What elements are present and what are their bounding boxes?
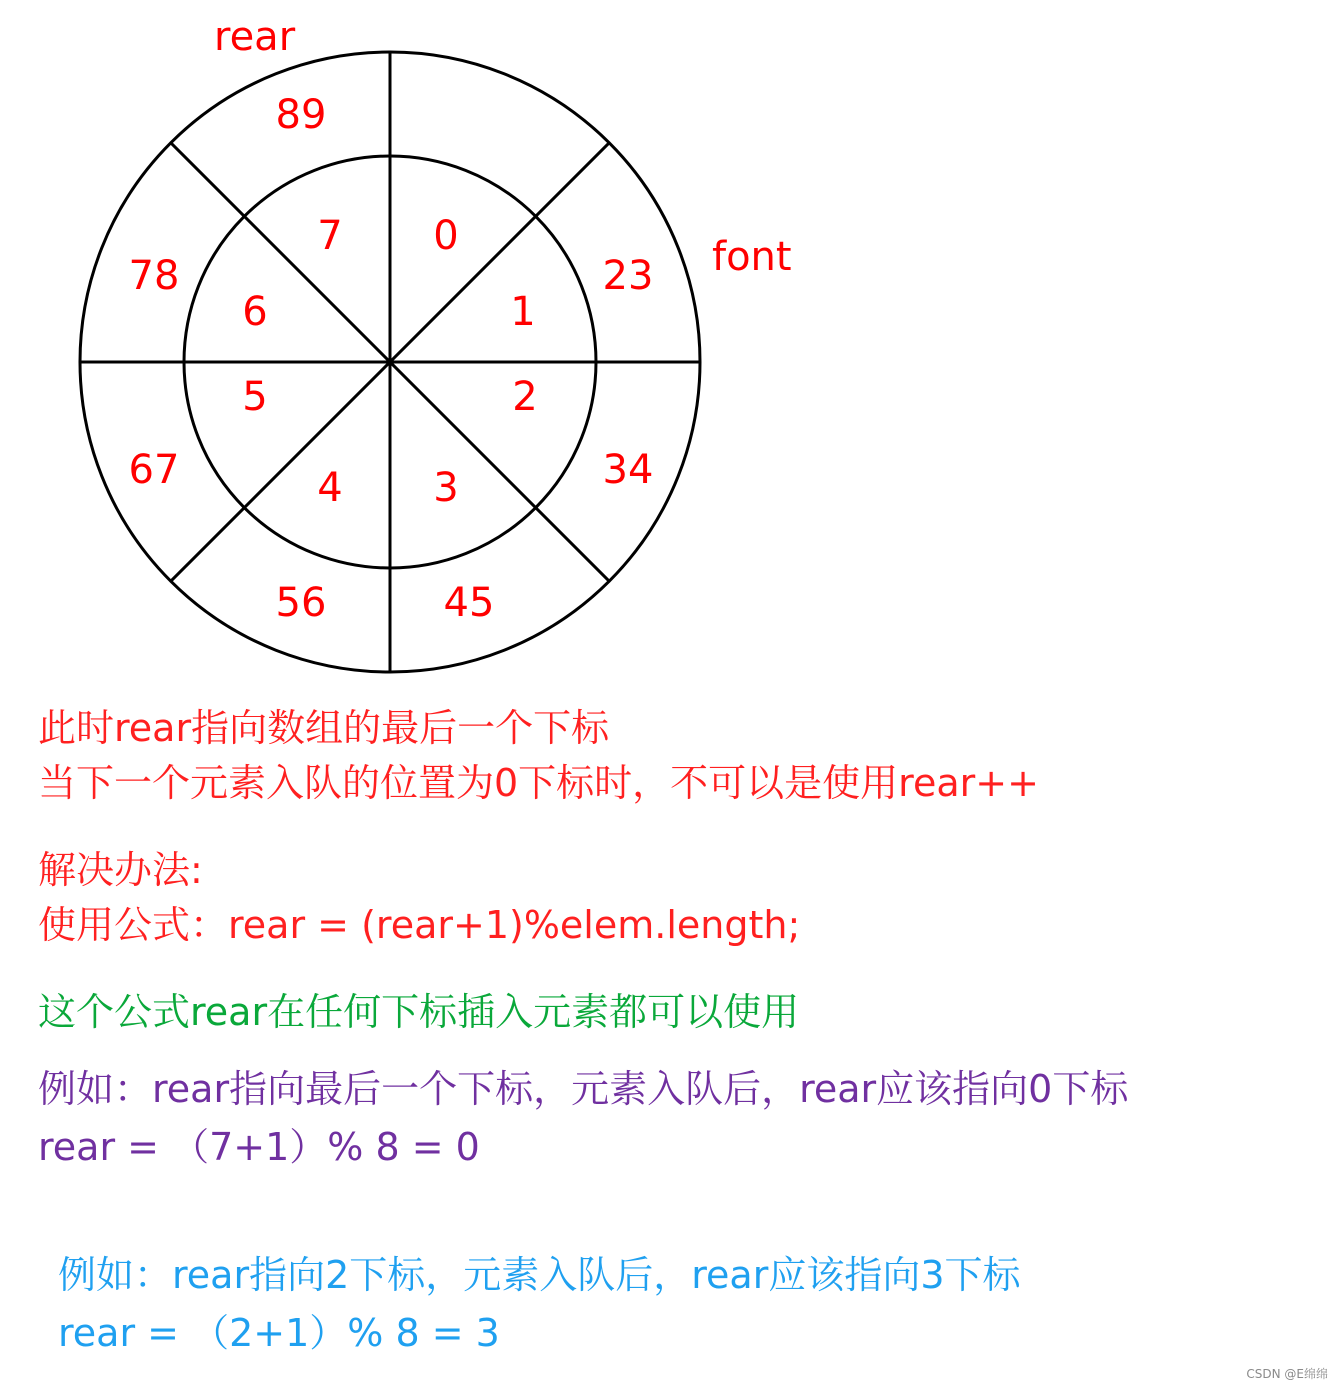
value-label: 23: [602, 253, 654, 299]
index-label: 4: [317, 465, 343, 511]
index-label: 0: [433, 213, 459, 259]
index-label: 5: [242, 374, 268, 420]
solution-title: 解决办法:: [38, 848, 203, 892]
value-label: 89: [275, 92, 327, 138]
index-label: 7: [317, 213, 343, 259]
value-label: 56: [275, 580, 327, 626]
index-label: 3: [433, 465, 459, 511]
index-label: 6: [242, 289, 268, 335]
value-label: 78: [128, 253, 180, 299]
example2-calculation: rear = （2+1）% 8 = 3: [58, 1311, 500, 1355]
value-label: 34: [602, 447, 654, 493]
ring-dividers: [80, 52, 700, 672]
rear-pointer-label: rear: [214, 14, 296, 60]
example1-calculation: rear = （7+1）% 8 = 0: [38, 1125, 480, 1169]
solution-formula: 使用公式：rear = (rear+1)%elem.length;: [38, 903, 801, 947]
index-label: 1: [510, 289, 536, 335]
example1-text: 例如：rear指向最后一个下标，元素入队后，rear应该指向0下标: [38, 1067, 1129, 1111]
front-pointer-label: font: [712, 234, 792, 280]
note-rear-last-index: 此时rear指向数组的最后一个下标: [38, 706, 610, 750]
watermark: CSDN @E绵绵: [1246, 1367, 1328, 1381]
example2-text: 例如：rear指向2下标，元素入队后，rear应该指向3下标: [58, 1253, 1021, 1297]
value-label: 45: [443, 580, 495, 626]
value-label: 67: [128, 447, 180, 493]
index-label: 2: [512, 374, 538, 420]
circular-queue-diagram: [0, 0, 1342, 690]
formula-general-note: 这个公式rear在任何下标插入元素都可以使用: [38, 990, 800, 1034]
note-rear-increment-issue: 当下一个元素入队的位置为0下标时，不可以是使用rear++: [38, 761, 1039, 805]
